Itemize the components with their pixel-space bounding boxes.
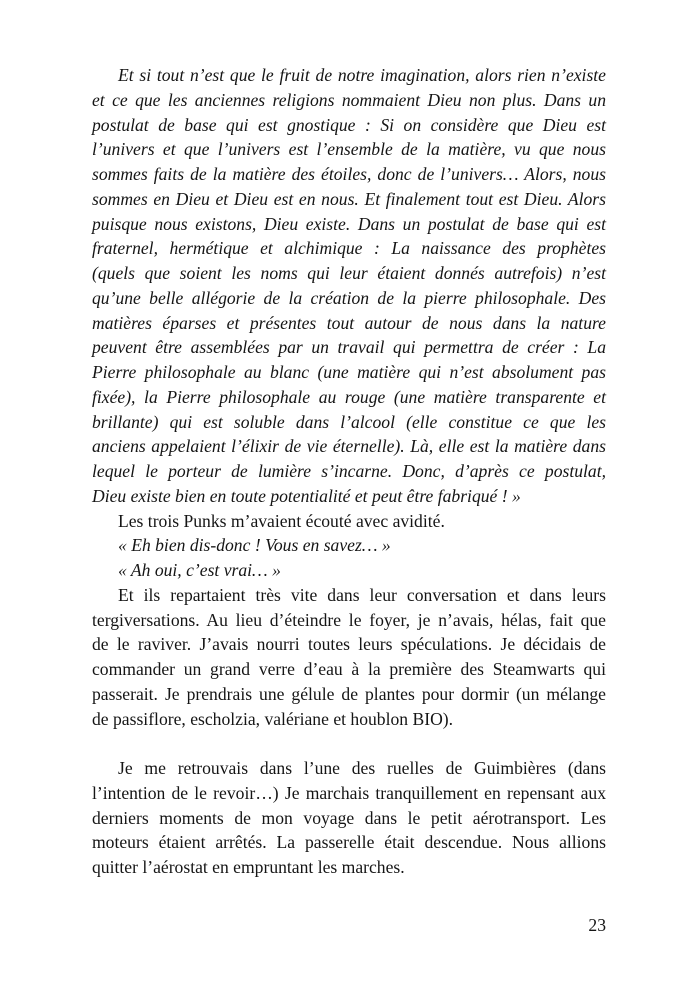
text-line: fraternel, hermétique et alchimique : La naissance des prophètes [92,238,606,259]
paragraph-1 [92,583,606,732]
narration-line: Les trois Punks m’avaient écouté avec avidité. [118,510,445,531]
text-line: de le raviver. J’avais nourri toutes leurs spéculations. Je décidais de [92,634,606,655]
text-line: anciens appelaient l’élixir de vie éternelle). Là, elle est la matière dans [92,436,606,457]
text-line: quitter l’aérostat en empruntant les marches. [92,857,405,877]
text-line: (quels que soient les noms qui leur étaient donnés autrefois) n’est [92,263,606,283]
dialogue-line: « Ah oui, c’est vrai… » [118,560,281,580]
text-line: moteurs étaient arrêtés. La passerelle était descendue. Nous allions [92,832,606,853]
page-number: 23 [588,915,606,935]
text-line: l’univers et que l’univers est l’ensemble de la matière, vu que nous [92,139,606,160]
text-line: Je me retrouvais dans l’une des ruelles de Guimbières (dans [118,758,606,778]
text-line: peuvent être assemblées par un travail qui permettra de créer : La [92,337,606,358]
text-line: Et si tout n’est que le fruit de notre imagination, alors rien n’existe [118,65,606,85]
quote-paragraph [92,63,606,509]
text-line: qu’une belle allégorie de la création de la pierre philosophale. Des [92,287,606,308]
text-line: sommes en Dieu et Dieu est en nous. Et finalement tout est Dieu. Alors [92,188,606,209]
text-line: l’intention de le revoir…) Je marchais tranquillement en repensant aux [92,782,606,803]
section-break [92,731,606,756]
text-line: Et ils repartaient très vite dans leur conversation et dans leurs [118,584,606,605]
dialogue-line: « Eh bien dis-donc ! Vous en savez… » [118,535,391,556]
text-line: postulat de base qui est gnostique : Si on considère que Dieu est [92,114,606,135]
text-line: et ce que les anciennes religions nommaient Dieu non plus. Dans un [92,89,606,110]
text-line: commander un grand verre d’eau à la première des Steamwarts qui [92,659,606,679]
text-line: derniers moments de mon voyage dans le petit aérotransport. Les [92,807,606,828]
paragraph-2 [92,756,606,880]
text-line: puisque nous existons, Dieu existe. Dans un postulat de base qui est [92,213,606,234]
text-line: Dieu existe bien en toute potentialité et peut être fabriqué ! » [92,485,521,506]
text-line: Pierre philosophale au blanc (une matière qui n’est absolument pas [92,362,606,382]
text-line: tergiversations. Au lieu d’éteindre le foyer, je n’avais, hélas, fait que [92,609,606,630]
text-line: sommes faits de la matière des étoiles, donc de l’univers… Alors, nous [92,164,606,184]
text-line: lequel le porteur de lumière s’incarne. Donc, d’après ce postulat, [92,461,606,481]
dialogue-block [92,533,606,583]
book-page-text [92,63,606,880]
text-line: matières éparses et présentes tout autour de nous dans la nature [92,312,606,333]
text-line: fixée), la Pierre philosophale au rouge (une matière transparente et [92,386,606,407]
text-line: passerait. Je prendrais une gélule de plantes pour dormir (un mélange [92,683,606,704]
text-line: brillante) qui est soluble dans l’alcool (elle constitue ce que les [92,411,606,432]
text-line: de passiflore, escholzia, valériane et houblon BIO). [92,708,454,729]
